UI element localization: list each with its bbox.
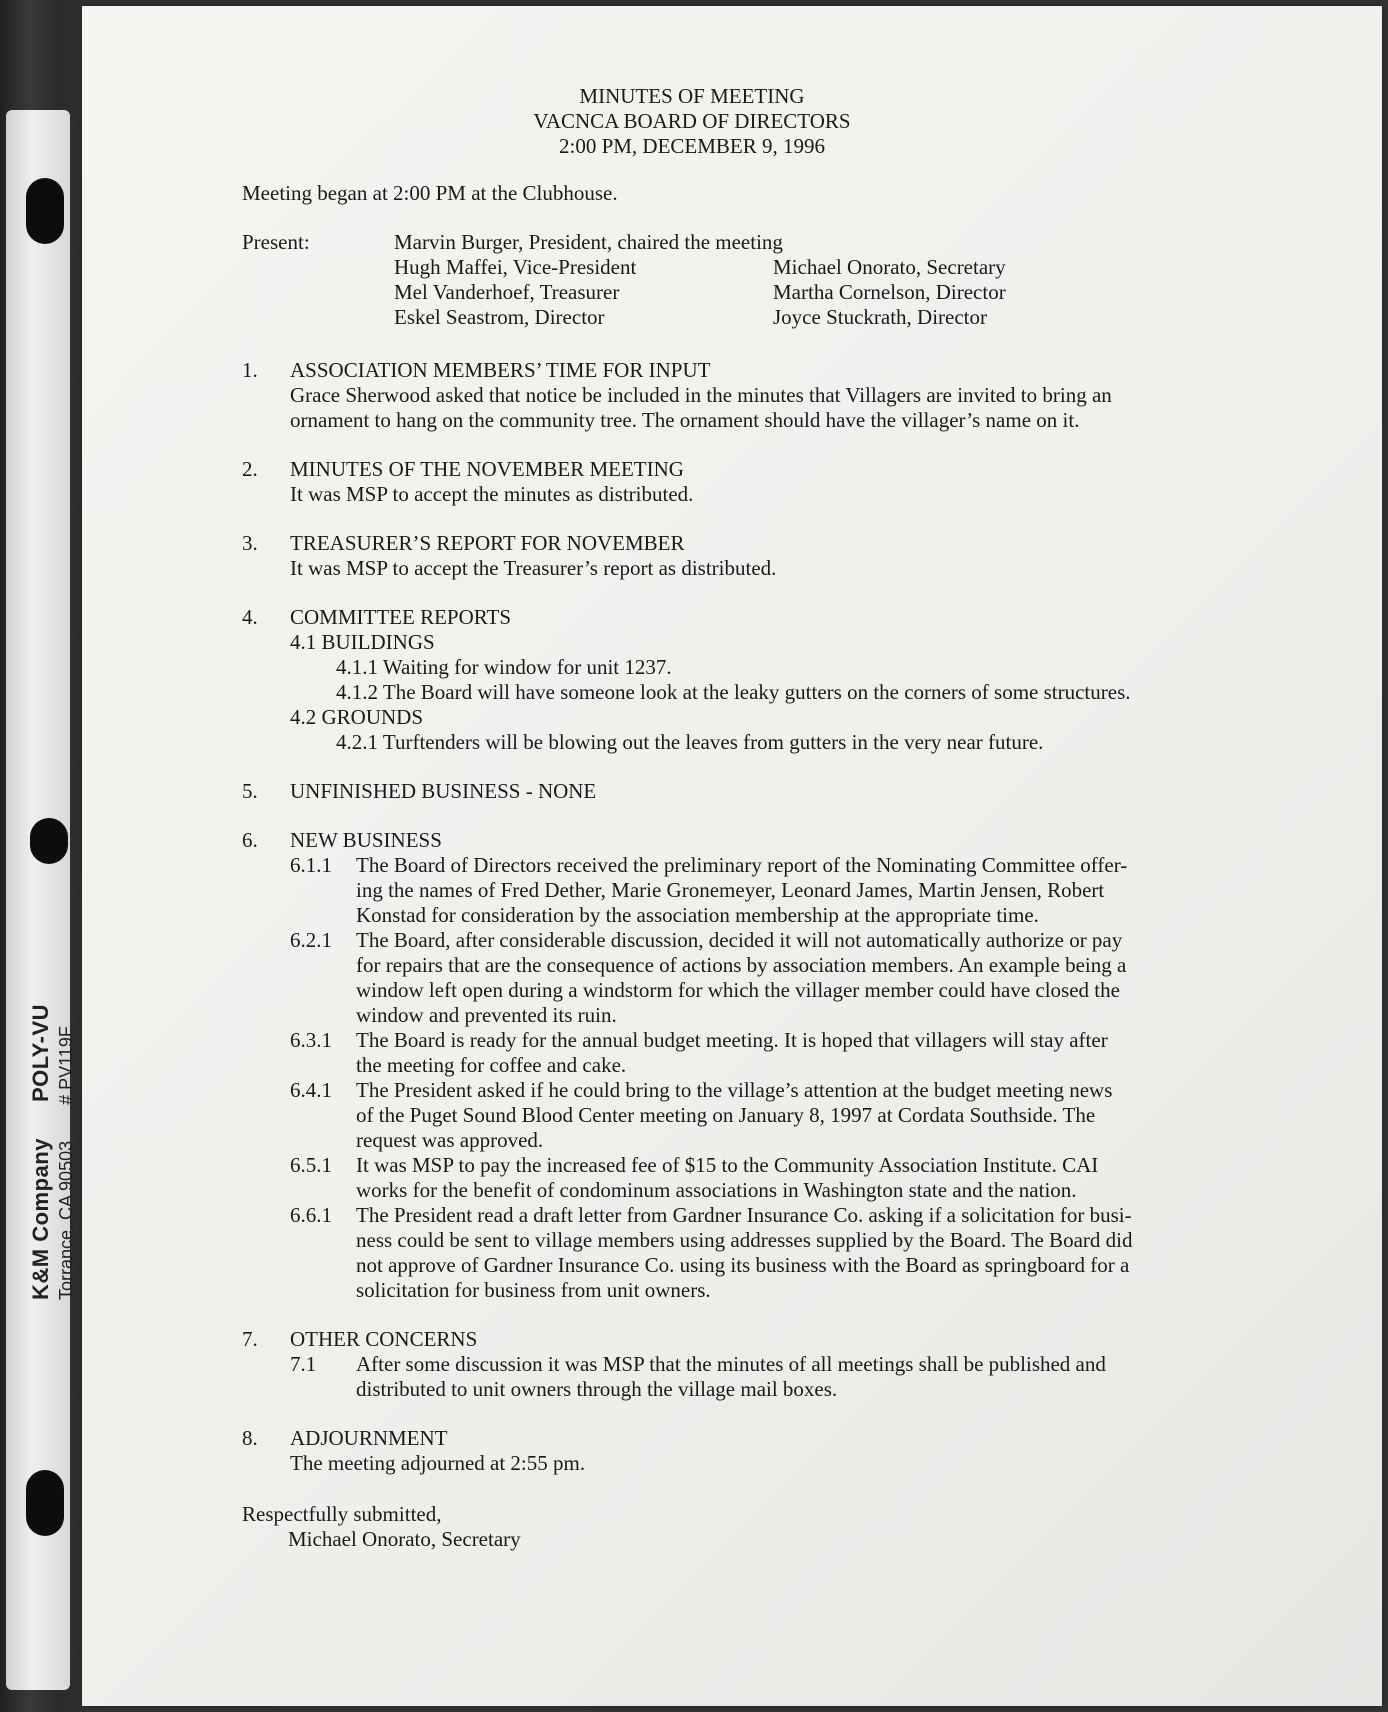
brand-product: POLY-VU	[28, 1003, 53, 1103]
item-number: 6.4.1	[290, 1078, 332, 1102]
section-number: 5.	[242, 779, 258, 803]
item-line: the meeting for coffee and cake.	[356, 1053, 627, 1077]
section-8	[242, 1426, 1342, 1476]
title-line-1: MINUTES OF MEETING	[579, 84, 805, 108]
item-line: The President read a draft letter from Gardner Insurance Co. asking if a solicitation for busi-	[356, 1203, 1132, 1227]
section-heading: ASSOCIATION MEMBERS’ TIME FOR INPUT	[290, 358, 711, 382]
attendee: Mel Vanderhoef, Treasurer	[394, 280, 620, 304]
section-heading: MINUTES OF THE NOVEMBER MEETING	[290, 457, 684, 481]
item-number: 6.3.1	[290, 1028, 332, 1052]
item-line: The President asked if he could bring to the village’s attention at the budget meeting news	[356, 1078, 1113, 1102]
punch-hole-middle	[30, 818, 68, 864]
business-item	[290, 853, 1342, 928]
section-heading: ADJOURNMENT	[290, 1426, 448, 1450]
section-heading: UNFINISHED BUSINESS - NONE	[290, 779, 597, 803]
attendee: Eskel Seastrom, Director	[394, 305, 605, 329]
brand-address: Torrance, CA 90503	[56, 1140, 76, 1300]
item-line: window left open during a windstorm for which the villager member could have closed the	[356, 978, 1120, 1002]
item-line: Konstad for consideration by the association membership at the appropriate time.	[356, 903, 1039, 927]
attendee: Marvin Burger, President, chaired the meeting	[394, 230, 783, 254]
signature-block	[242, 1502, 1342, 1552]
attendee: Hugh Maffei, Vice-President	[394, 255, 637, 279]
sleeve-brand-label	[28, 1004, 77, 1300]
attendee: Michael Onorato, Secretary	[773, 255, 1006, 279]
section-number: 6.	[242, 828, 258, 852]
title-line-3: 2:00 PM, DECEMBER 9, 1996	[558, 134, 826, 158]
item-line: works for the benefit of condominum associations in Washington state and the nation.	[356, 1178, 1077, 1202]
item-line: The Board of Directors received the preliminary report of the Nominating Committee offer-	[356, 853, 1128, 877]
present-label: Present:	[242, 230, 310, 254]
item-line: It was MSP to pay the increased fee of $15 to the Community Association Institute. CAI	[356, 1153, 1099, 1177]
section-body: It was MSP to accept the Treasurer’s report as distributed.	[290, 556, 777, 580]
business-item	[290, 928, 1342, 1028]
title-line-2: VACNCA BOARD OF DIRECTORS	[533, 109, 851, 133]
section-number: 4.	[242, 605, 258, 629]
punch-hole-bottom	[26, 1470, 64, 1536]
section-6	[242, 828, 1342, 1303]
section-body: It was MSP to accept the minutes as distributed.	[290, 482, 694, 506]
item-line: distributed to unit owners through the village mail boxes.	[356, 1377, 838, 1401]
section-4	[242, 605, 1342, 755]
item-line: The Board, after considerable discussion, decided it will not automatically authorize or pay	[356, 928, 1123, 952]
section-number: 1.	[242, 358, 258, 382]
subsection-heading: 4.1 BUILDINGS	[290, 630, 435, 654]
item-line: not approve of Gardner Insurance Co. using its business with the Board as springboard for a	[356, 1253, 1130, 1277]
attendee: Joyce Stuckrath, Director	[773, 305, 988, 329]
subsection-item: 4.2.1 Turftenders will be blowing out the leaves from gutters in the very near future.	[336, 730, 1044, 754]
section-5	[242, 779, 1342, 804]
attendees-column-2	[773, 255, 1006, 330]
item-line: After some discussion it was MSP that the minutes of all meetings shall be published and	[356, 1352, 1106, 1376]
section-body: Grace Sherwood asked that notice be included in the minutes that Villagers are invited to bring an	[290, 383, 1112, 407]
business-item	[290, 1028, 1342, 1078]
section-2	[242, 457, 1342, 507]
section-heading: OTHER CONCERNS	[290, 1327, 478, 1351]
subsection-heading: 4.2 GROUNDS	[290, 705, 424, 729]
section-number: 3.	[242, 531, 258, 555]
section-1	[242, 358, 1342, 433]
document-page	[82, 6, 1382, 1706]
attendee: Martha Cornelson, Director	[773, 280, 1006, 304]
business-item	[290, 1078, 1342, 1153]
document-title	[242, 84, 1142, 159]
attendees-column-1	[394, 230, 783, 330]
section-heading: NEW BUSINESS	[290, 828, 442, 852]
section-body: ornament to hang on the community tree. The ornament should have the villager’s name on it.	[290, 408, 1080, 432]
section-7	[242, 1327, 1342, 1402]
section-3	[242, 531, 1342, 581]
item-line: solicitation for business from unit owners.	[356, 1278, 711, 1302]
minutes-content	[242, 84, 1342, 1552]
item-line: of the Puget Sound Blood Center meeting on January 8, 1997 at Cordata Southside. The	[356, 1103, 1096, 1127]
subsection-item: 4.1.1 Waiting for window for unit 1237.	[336, 655, 672, 679]
attendees	[242, 230, 1342, 334]
section-heading: COMMITTEE REPORTS	[290, 605, 512, 629]
brand-part-number: # PV119F	[56, 1026, 76, 1105]
item-line: request was approved.	[356, 1128, 544, 1152]
concern-item	[290, 1352, 1342, 1402]
business-item	[290, 1153, 1342, 1203]
item-number: 6.2.1	[290, 928, 332, 952]
section-heading: TREASURER’S REPORT FOR NOVEMBER	[290, 531, 685, 555]
meeting-intro: Meeting began at 2:00 PM at the Clubhouse.	[242, 181, 618, 205]
item-line: window and prevented its ruin.	[356, 1003, 617, 1027]
section-body: The meeting adjourned at 2:55 pm.	[290, 1451, 586, 1475]
item-line: ness could be sent to village members using addresses supplied by the Board. The Board did	[356, 1228, 1133, 1252]
item-number: 6.5.1	[290, 1153, 332, 1177]
section-number: 2.	[242, 457, 258, 481]
business-item	[290, 1203, 1342, 1303]
punch-hole-top	[26, 178, 64, 244]
brand-name: K&M Company	[28, 1138, 53, 1300]
closing: Respectfully submitted,	[242, 1502, 442, 1526]
section-number: 7.	[242, 1327, 258, 1351]
item-number: 6.6.1	[290, 1203, 332, 1227]
signatory: Michael Onorato, Secretary	[288, 1527, 521, 1551]
item-line: for repairs that are the consequence of actions by association members. An example being a	[356, 953, 1127, 977]
subsection-item: 4.1.2 The Board will have someone look at the leaky gutters on the corners of some structures.	[336, 680, 1131, 704]
item-number: 7.1	[290, 1352, 317, 1376]
item-line: The Board is ready for the annual budget meeting. It is hoped that villagers will stay after	[356, 1028, 1108, 1052]
section-number: 8.	[242, 1426, 258, 1450]
item-number: 6.1.1	[290, 853, 332, 877]
item-line: ing the names of Fred Dether, Marie Gronemeyer, Leonard James, Martin Jensen, Robert	[356, 878, 1105, 902]
binder-strip	[6, 110, 70, 1690]
